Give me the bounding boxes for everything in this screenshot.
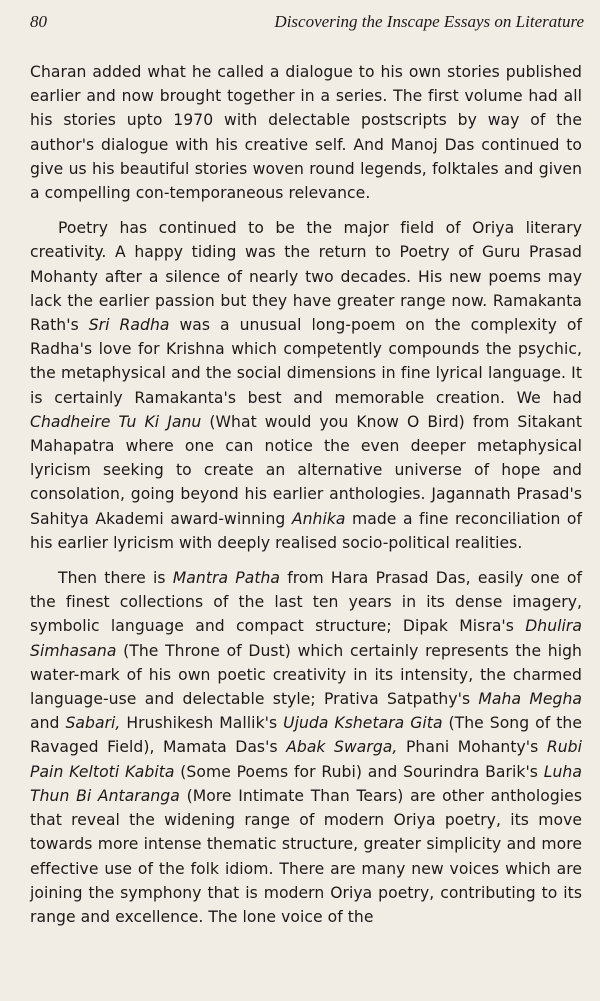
work-title: Anhika — [291, 509, 346, 528]
work-title: Sabari, — [65, 714, 121, 733]
text-run: (The Throne of Dust) which certainly represents the high water-mark of his own poetic creativity in its intensity, the charmed language-use and delectable style; Prativa Satpathy's — [30, 641, 582, 709]
work-title: Dhulira Simhasana — [30, 617, 582, 660]
body-text — [30, 60, 582, 940]
text-run: Charan added what he called a dialogue to his own stories published earlier and now brought together in a series. The first volume had all his stories upto 1970 with delectable postscripts by way of the author's dialogue with his creative self. And Manoj Das continued to give us his beautiful stories woven round legends, folktales and given a compelling con-temporaneous relevance. — [30, 63, 582, 203]
page-number: 80 — [30, 12, 47, 31]
paragraph-3 — [30, 566, 582, 929]
text-run: (What would you Know O Bird) from Sitakant Mahapatra where one can notice the even deeper metaphysical lyricism seeking to create an alternative universe of hope and consolation, going beyond his earlier anthologies. Jagannath Prasad's Sahitya Akademi award-winning — [30, 412, 582, 528]
text-run: Hrushikesh Mallik's — [120, 714, 284, 733]
text-run: (Some Poems for Rubi) and Sourindra Barik's — [174, 762, 544, 781]
work-title: Luha Thun Bi Antaranga — [30, 762, 582, 805]
work-title: Rubi Pain Keltoti Kabita — [30, 738, 582, 781]
work-title: Mantra Patha — [172, 569, 281, 588]
text-run: and — [30, 714, 66, 733]
work-title: Chadheire Tu Ki Janu — [30, 412, 202, 431]
running-title: Discovering the Inscape Essays on Literature — [274, 12, 584, 31]
page-header — [30, 12, 584, 32]
text-run: Then there is — [58, 569, 173, 588]
text-run: made a fine reconciliation of his earlier lyricism with deeply realised socio-political realities. — [30, 509, 582, 552]
text-run: was a unusual long-poem on the complexity of Radha's love for Krishna which competently compounds the psychic, the metaphysical and the social dimensions in fine lyrical language. It is certainly Ramakanta's best and memorable creation. We had — [30, 316, 582, 407]
text-run: Phani Mohanty's — [397, 738, 547, 757]
work-title: Maha Megha — [478, 690, 582, 709]
work-title: Abak Swarga, — [286, 738, 398, 757]
text-run: (The Song of the Ravaged Field), Mamata Das's — [30, 714, 582, 757]
text-run: from Hara Prasad Das, easily one of the finest collections of the last ten years in its dense imagery, symbolic language and compact structure; Dipak Misra's — [30, 569, 583, 636]
text-run: (More Intimate Than Tears) are other anthologies that reveal the widening range of modern Oriya poetry, its move towards more intense thematic structure, greater simplicity and more effective use of the folk idiom. There are many new voices which are joining the symphony that is modern Oriya poetry, contributing to its range and excellence. The lone voice of the — [30, 786, 582, 926]
paragraph-2 — [30, 216, 582, 555]
text-run: Poetry has continued to be the major field of Oriya literary creativity. A happy tiding was the return to Poetry of Guru Prasad Mohanty after a silence of nearly two decades. His new poems may lack the earlier passion but they have greater range now. Ramakanta Rath's — [30, 219, 582, 335]
work-title: Ujuda Kshetara Gita — [283, 714, 443, 733]
work-title: Sri Radha — [88, 316, 170, 335]
paragraph-1 — [30, 60, 582, 205]
